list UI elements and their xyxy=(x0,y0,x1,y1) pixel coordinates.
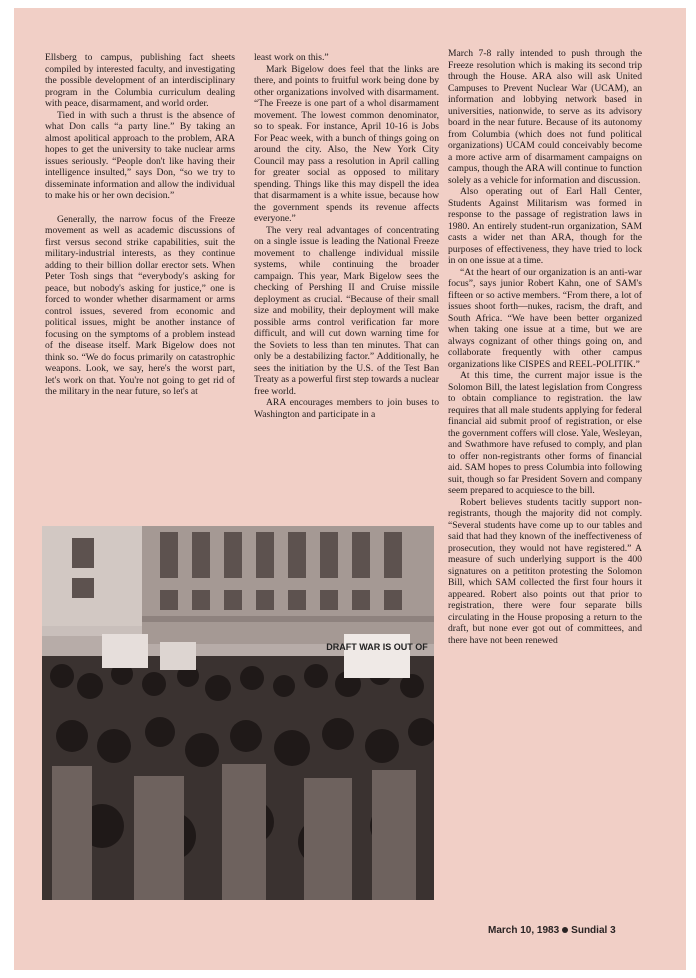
page-footer xyxy=(488,925,616,936)
paragraph: ARA encourages members to join buses to Washington and participate in a xyxy=(254,397,439,420)
paragraph: Also operating out of Earl Hall Center, Students Against Militarism was formed in response to the passage of registration laws in 1980. An entirely student-run organization, SAM casts a wider net than ARA, though for the purposes of effectiveness, they have tried to lock in on one issue at a time. xyxy=(448,186,642,266)
article-column-2 xyxy=(254,52,439,420)
footer-publication: Sundial 3 xyxy=(571,925,616,936)
paragraph: least work on this.” xyxy=(254,52,329,63)
footer-date: March 10, 1983 xyxy=(488,925,560,936)
paragraph: March 7-8 rally intended to push through the Freeze resolution which is making its second trip through the House. ARA also will ask United Campuses to Prevent Nuclear War (UCAM), an information and lobbying network based in universities, nationwide, to serve as its advisory board in the near future. Because of its autonomy from Columbia (which does not fund political organizations) UCAM could conceivably become a more active arm of disarmament campaigns on campus, though the ARA will continue to function solely as a vehicle for information and discussion. xyxy=(448,48,642,186)
paragraph: Ellsberg to campus, publishing fact sheets compiled by interested faculty, and investigating the possible development of an interdisciplinary program in the Columbia curriculum dealing with peace, disarmament, and world order. xyxy=(45,52,235,109)
protest-sign-text: DRAFT WAR IS OUT OF xyxy=(326,642,428,652)
bullet-icon xyxy=(562,927,568,933)
paragraph: Mark Bigelow does feel that the links are there, and points to fruitful work being done by other organizations involved with disarmament. “The Freeze is one part of a whol disarmament movement. The lowest common denominator, so to speak. For instance, April 10-16 is Jobs For Peac week, with a bunch of things going on around the city. Also, the New York City Council may pass a resolution in April calling for greater social as opposed to military spending. Things like this may dispell the idea that disarmament is a white issue, because how the government spends its revenue affects everyone.” xyxy=(254,63,439,224)
article-column-3 xyxy=(448,48,642,646)
paragraph: At this time, the current major issue is the Solomon Bill, the latest legislation from Congress to obtain compliance to registration. the law requires that all male students applying for federal financial aid submit proof of registration, or else the government coffers will close. Yale, Wesleyan, and Swathmore have refused to comply, and plan to offer non-registrants other forms of financial aid. SAM hopes to press Columbia into following suit, though so far President Sovern and company seem prepared to acquiesce to the bill. xyxy=(448,370,642,496)
newspaper-page xyxy=(14,8,686,970)
paragraph: The very real advantages of concentrating on a single issue is leading the National Freeze movement to challenge individual missile systems, while continuing the broader campaign. This year, Mark Bigelow sees the checking of Pershing II and Cruise missile deployment as crucial. “Because of their small size and mobility, their deployment will make possible arms control verification far more difficult, and will cut down warning time for the Soviets to less than ten minutes. That can only be a destabilizing factor.” Additionally, he sees the initiation by the U.S. of the Test Ban Treaty as a powerful first step towards a nuclear free world. xyxy=(254,224,439,397)
paragraph: “At the heart of our organization is an anti-war focus”, says junior Robert Kahn, one of SAM's fifteen or so active members. “From there, a lot of issues shoot forth—nukes, racism, the draft, and South Africa. “We have been better organized when taking one issue at a time, but we are always cognizant of other things going on, and collaborate frequently with other campus organizations like CISPES and REEL-POLITIK.” xyxy=(448,266,642,370)
paragraph: Robert believes students tacitly support non-registrants, though the majority did not comply. “Several students have come up to our tables and said that had they known of the ineffectiveness of prosecution, they would not have registered.” A measure of such underlying support is the 400 signatures on a petititon protesting the Solomon Bill, which SAM collected the first four hours it appeared. Robert also points out that prior to registration, there were four separate bills circulating in the House proposing a return to the draft, but none ever got out of committees, and there have not been renewed xyxy=(448,496,642,646)
paragraph: Tied in with such a thrust is the absence of what Don calls “a party line.” By taking an almost apolitical approach to the problem, ARA hopes to get the university to take nuclear arms issues seriously. “People don't like having their intelligence insulted,” says Don, “so we try to disseminate information and allow the individual to make his or her own decision.” xyxy=(45,109,235,201)
protest-photo-illustration xyxy=(42,526,434,900)
paragraph: Generally, the narrow focus of the Freeze movement as well as academic discussions of first versus second strike capabilities, suit the military-industrial interests, as they continue adding to their billion dollar erector sets. When Peter Tosh sings that “everybody's asking for peace, but nobody's asking for justice,” one is forced to wonder whether disarmament or arms control issues, severed from economic and political issues, might be another instance of focusing on the symptoms of a problem instead of the disease itself. Mark Bigelow does not think so. “We do focus primarily on catastrophic weapons. Look, we say, here's the worst part, let's work on that. You're not going to get rid of the military in the near future, so let's at xyxy=(45,213,235,397)
protest-photo xyxy=(42,526,434,900)
article-column-1 xyxy=(45,52,235,398)
